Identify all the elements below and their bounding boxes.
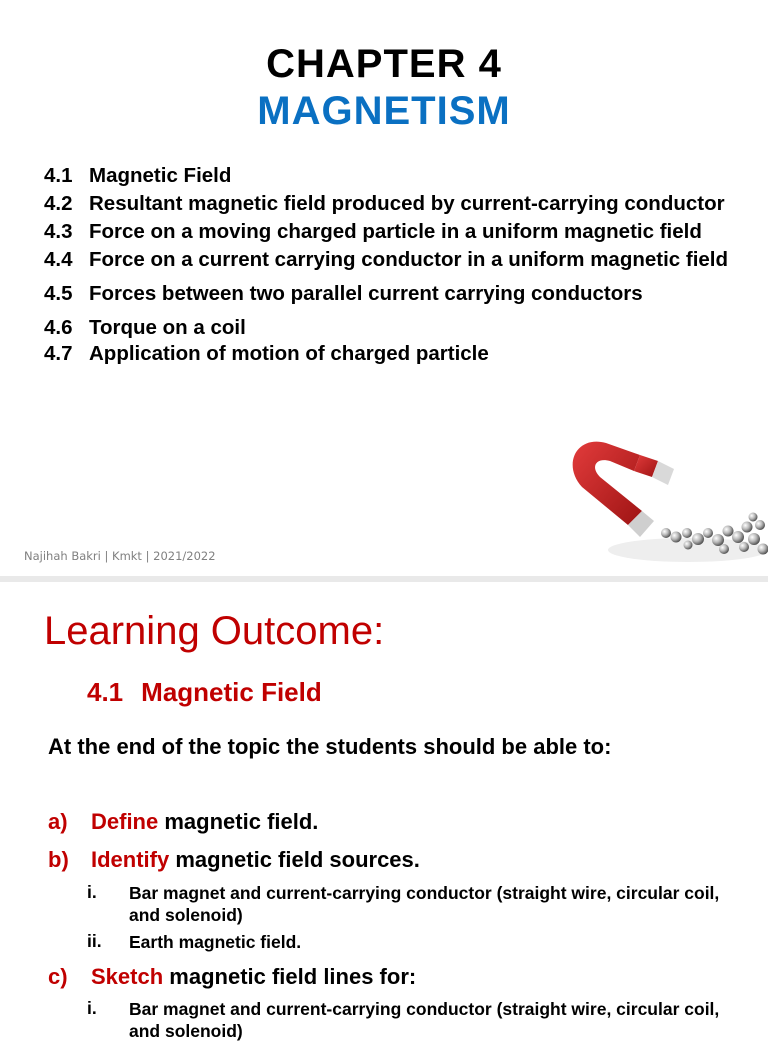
toc-item-4-1: 4.1 Magnetic Field xyxy=(44,163,744,189)
slide-footer: Najihah Bakri | Kmkt | 2021/2022 xyxy=(24,549,216,563)
toc-item-4-3: 4.3 Force on a moving charged particle in a uniform magnetic field xyxy=(44,219,744,245)
learning-outcome-subtitle: 4.1 Magnetic Field xyxy=(87,677,322,708)
objective-c: c) Sketch magnetic field lines for: xyxy=(48,964,416,990)
objective-a: a) Define magnetic field. xyxy=(48,809,318,835)
toc-item-4-4: 4.4 Force on a current carrying conductor in a uniform magnetic field xyxy=(44,247,744,273)
toc-item-4-7: 4.7 Application of motion of charged particle xyxy=(44,341,744,367)
slide-learning-outcome xyxy=(0,582,768,1024)
toc-item-4-5: 4.5 Forces between two parallel current carrying conductors xyxy=(44,281,744,307)
learning-outcome-title: Learning Outcome: xyxy=(44,609,384,654)
learning-outcome-intro: At the end of the topic the students should be able to: xyxy=(48,734,611,760)
chapter-heading: CHAPTER 4 xyxy=(0,42,768,87)
objective-b: b) Identify magnetic field sources. xyxy=(48,847,420,873)
objective-c-subitem: i. Bar magnet and current-carrying conductor (straight wire, circular coil, and solenoid) xyxy=(87,998,747,1042)
table-of-contents xyxy=(44,163,744,367)
objective-b-subitem: ii. Earth magnetic field. xyxy=(87,931,747,953)
chapter-title: MAGNETISM xyxy=(0,89,768,134)
toc-item-4-2: 4.2 Resultant magnetic field produced by current-carrying conductor xyxy=(44,191,744,217)
toc-item-4-6: 4.6 Torque on a coil xyxy=(44,315,744,341)
objective-b-subitem: i. Bar magnet and current-carrying conductor (straight wire, circular coil, and solenoid) xyxy=(87,882,747,926)
horseshoe-magnet-image xyxy=(548,425,768,576)
